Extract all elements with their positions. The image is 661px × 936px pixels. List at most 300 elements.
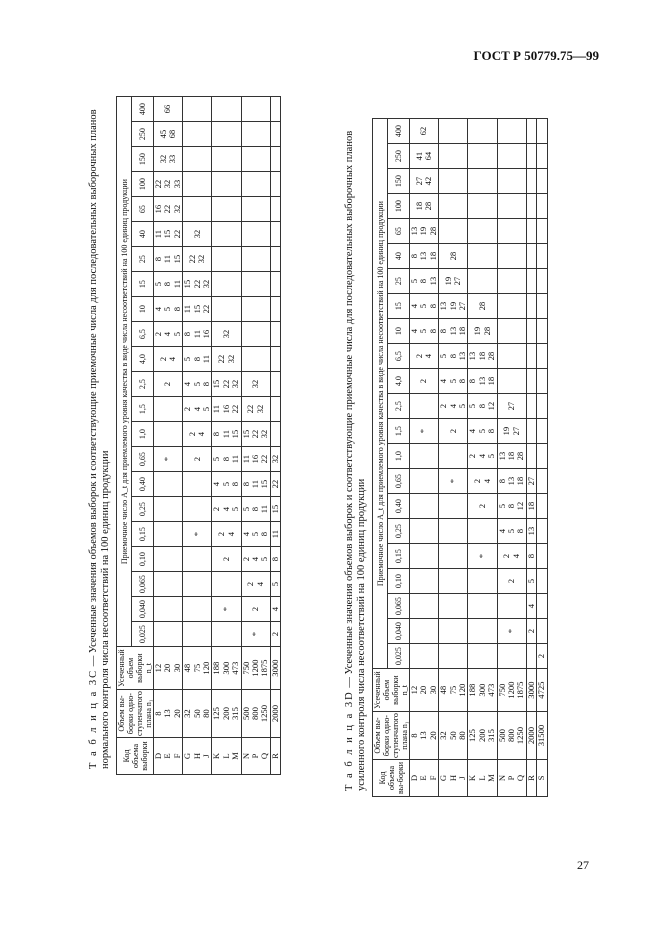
acceptance-cell: 4 5 8 (183, 372, 212, 397)
acceptance-cell (183, 547, 212, 572)
acceptance-cell: 28 (439, 244, 468, 269)
acceptance-cell (241, 97, 270, 122)
acceptance-cell (537, 494, 547, 519)
acceptance-cell (526, 144, 536, 169)
table-row (183, 97, 212, 775)
acceptance-cell: 5 8 13 (439, 344, 468, 369)
acceptance-cell: 22 32 (183, 247, 212, 272)
aql-header: 0,65 (132, 447, 154, 472)
acceptance-cell (212, 247, 241, 272)
acceptance-cell: * (183, 522, 212, 547)
acceptance-cell (537, 219, 547, 244)
aql-header: 0,40 (388, 494, 410, 519)
sample-size-cell: 8 13 20 (154, 690, 183, 738)
acceptance-cell (537, 444, 547, 469)
acceptance-cell (537, 619, 547, 644)
acceptance-cell (410, 494, 439, 519)
aql-header: 65 (132, 197, 154, 222)
acceptance-cell: 8 11 15 (212, 422, 241, 447)
table-3c-block (88, 75, 303, 775)
acceptance-cell (212, 97, 241, 122)
cum-size-cell: 3000 (526, 669, 536, 712)
acceptance-cell: 22 32 (212, 347, 241, 372)
col-header-sample-size: Объем вы-борки одно-ступенчатого плана n₁ (117, 691, 153, 736)
aql-header: 0,15 (388, 544, 410, 569)
table-row (439, 119, 468, 797)
acceptance-cell: 13 18 28 (497, 444, 526, 469)
acceptance-cell (241, 222, 270, 247)
acceptance-cell (526, 394, 536, 419)
acceptance-cell: 19 28 (468, 319, 497, 344)
acceptance-cell (497, 219, 526, 244)
cum-size-cell: 750 1200 1875 (497, 669, 526, 712)
acceptance-cell: 11 16 22 (241, 447, 270, 472)
acceptance-cell: 2 (212, 547, 241, 572)
acceptance-cell (154, 597, 183, 622)
acceptance-cell: * (241, 622, 270, 647)
acceptance-cell (497, 369, 526, 394)
code-cell: G H J (439, 760, 468, 797)
acceptance-cell (439, 444, 468, 469)
acceptance-cell: 15 (270, 497, 280, 522)
aql-header: 0,025 (132, 622, 154, 647)
code-cell: N P Q (241, 738, 270, 775)
acceptance-cell (537, 194, 547, 219)
acceptance-cell (497, 169, 526, 194)
acceptance-cell (212, 272, 241, 297)
acceptance-cell: * (497, 619, 526, 644)
aql-header: 4,0 (388, 369, 410, 394)
acceptance-cell (410, 594, 439, 619)
code-cell: G H J (183, 738, 212, 775)
aql-header: 40 (388, 244, 410, 269)
cum-size-cell: 750 1200 1875 (241, 647, 270, 690)
code-cell: S (537, 760, 547, 797)
acceptance-cell: 11 15 22 (154, 222, 183, 247)
table-row (410, 119, 439, 797)
acceptance-cell (537, 394, 547, 419)
acceptance-cell: 2 4 (154, 347, 183, 372)
aql-header: 0,15 (132, 522, 154, 547)
acceptance-cell (439, 144, 468, 169)
acceptance-cell (241, 197, 270, 222)
acceptance-cell: 5 8 11 (154, 272, 183, 297)
acceptance-cell: 13 19 28 (410, 219, 439, 244)
table-3d-label: Т а б л и ц а 3D (344, 690, 355, 791)
acceptance-cell (154, 572, 183, 597)
acceptance-cell (526, 244, 536, 269)
acceptance-cell (537, 169, 547, 194)
acceptance-cell (497, 294, 526, 319)
acceptance-cell: 2 4 5 (212, 497, 241, 522)
acceptance-cell: 5 8 12 (497, 494, 526, 519)
col-header-cum-size: Усеченный объем выборки n_t (373, 669, 410, 712)
acceptance-cell (183, 122, 212, 147)
aql-header: 1,5 (388, 419, 410, 444)
acceptance-cell: * (468, 544, 497, 569)
acceptance-cell: 8 13 18 (468, 369, 497, 394)
table-row (537, 119, 547, 797)
acceptance-cell (212, 147, 241, 172)
acceptance-cell: 5 (526, 569, 536, 594)
acceptance-cell (212, 172, 241, 197)
aql-header: 0,65 (388, 469, 410, 494)
acceptance-cell (241, 297, 270, 322)
acceptance-cell (270, 422, 280, 447)
cum-size-cell: 188 300 473 (212, 647, 241, 690)
acceptance-cell: 2 (537, 644, 547, 669)
acceptance-cell: 28 (468, 294, 497, 319)
col-header-code: Код объема выборки (117, 738, 154, 775)
aql-header: 100 (388, 194, 410, 219)
acceptance-cell (468, 594, 497, 619)
acceptance-cell (526, 369, 536, 394)
acceptance-cell: 2 (439, 419, 468, 444)
cum-size-cell: 48 75 120 (183, 647, 212, 690)
aql-header: 150 (388, 169, 410, 194)
acceptance-cell (537, 319, 547, 344)
sample-size-cell: 32 50 80 (183, 690, 212, 738)
table-row (154, 97, 183, 775)
aql-header: 0,10 (132, 547, 154, 572)
acceptance-cell: 32 (212, 322, 241, 347)
acceptance-cell (241, 347, 270, 372)
acceptance-cell (439, 644, 468, 669)
acceptance-cell (270, 397, 280, 422)
acceptance-cell (241, 247, 270, 272)
cum-size-cell: 188 300 473 (468, 669, 497, 712)
acceptance-cell: * (410, 419, 439, 444)
acceptance-cell (537, 344, 547, 369)
acceptance-cell (212, 122, 241, 147)
acceptance-cell: 2 4 (468, 469, 497, 494)
col-header-acceptance: Приемочное число A_t для приемлемого уровня качества в виде числа несоответствий на 100 единиц продукции (117, 97, 132, 647)
acceptance-cell (468, 244, 497, 269)
acceptance-cell (410, 469, 439, 494)
acceptance-cell: 2 (154, 372, 183, 397)
acceptance-cell: 4 5 8 (241, 522, 270, 547)
acceptance-cell (270, 272, 280, 297)
acceptance-cell: 5 8 12 (468, 394, 497, 419)
acceptance-cell (537, 294, 547, 319)
sample-size-cell: 32 50 80 (439, 712, 468, 760)
acceptance-cell (183, 597, 212, 622)
table-3d-block (344, 81, 584, 797)
acceptance-cell (410, 569, 439, 594)
table-3c-label: Т а б л и ц а 3С (88, 668, 99, 769)
sample-size-cell: 500 800 1250 (497, 712, 526, 760)
acceptance-cell: 22 32 33 (154, 172, 183, 197)
acceptance-cell (537, 469, 547, 494)
acceptance-cell (526, 294, 536, 319)
code-cell: K L M (468, 760, 497, 797)
acceptance-cell: 2 (526, 619, 536, 644)
acceptance-cell: 19 27 (439, 269, 468, 294)
acceptance-cell: 8 11 16 (183, 322, 212, 347)
code-cell: R (270, 738, 280, 775)
acceptance-cell (241, 272, 270, 297)
aql-header: 6,5 (132, 322, 154, 347)
aql-header: 6,5 (388, 344, 410, 369)
aql-header: 2,5 (132, 372, 154, 397)
aql-header: 2,5 (388, 394, 410, 419)
acceptance-cell (270, 347, 280, 372)
acceptance-cell: 13 18 28 (468, 344, 497, 369)
acceptance-cell: 2 4 5 (468, 444, 497, 469)
table-3c (116, 75, 281, 775)
acceptance-cell: 4 5 8 (468, 419, 497, 444)
acceptance-cell: 11 15 22 (183, 297, 212, 322)
acceptance-cell (526, 269, 536, 294)
acceptance-cell: 41 64 (410, 144, 439, 169)
acceptance-cell: 8 (270, 547, 280, 572)
acceptance-cell: 32 (270, 447, 280, 472)
sample-size-cell: 500 800 1250 (241, 690, 270, 738)
table-row (526, 119, 536, 797)
acceptance-cell (439, 219, 468, 244)
aql-header: 0,040 (132, 597, 154, 622)
code-cell: N P Q (497, 760, 526, 797)
acceptance-cell: 15 22 32 (212, 372, 241, 397)
aql-header: 250 (388, 144, 410, 169)
acceptance-cell: 27 (497, 394, 526, 419)
acceptance-cell: 15 22 32 (241, 422, 270, 447)
cum-size-cell: 3000 (270, 647, 280, 690)
acceptance-cell (183, 497, 212, 522)
aql-header: 0,065 (388, 594, 410, 619)
aql-header: 150 (132, 147, 154, 172)
cum-size-cell: 48 75 120 (439, 669, 468, 712)
table-3d-title-line2: усиленного контроля числа несоответствий на 100 единиц продукции (356, 478, 367, 791)
table-3c-title: — Усеченные значения объемов выборок и соответствующие приемочные числа для последовательных выборочных планов (88, 109, 99, 669)
acceptance-cell (410, 394, 439, 419)
acceptance-cell (468, 519, 497, 544)
acceptance-cell: 2 4 5 (183, 397, 212, 422)
acceptance-cell: * (154, 447, 183, 472)
acceptance-cell (154, 622, 183, 647)
acceptance-cell (212, 222, 241, 247)
acceptance-cell (410, 519, 439, 544)
acceptance-cell (526, 419, 536, 444)
aql-header: 1,0 (132, 422, 154, 447)
acceptance-cell (537, 119, 547, 144)
acceptance-cell: 11 16 22 (212, 397, 241, 422)
aql-header: 100 (132, 172, 154, 197)
cum-size-cell: 4725 (537, 669, 547, 712)
acceptance-cell (183, 622, 212, 647)
acceptance-cell: 2 (468, 494, 497, 519)
code-cell: R (526, 760, 536, 797)
aql-header: 400 (132, 97, 154, 122)
acceptance-cell: 13 (526, 519, 536, 544)
cum-size-cell: 12 20 30 (410, 669, 439, 712)
acceptance-cell: 8 11 15 (154, 247, 183, 272)
acceptance-cell (270, 147, 280, 172)
table-3d (372, 81, 548, 797)
acceptance-cell (526, 119, 536, 144)
table-3d-title: — Усеченные значения объемов выборок и соответствующие приемочные числа для последовательных выборочных планов (344, 130, 355, 691)
aql-header: 0,25 (132, 497, 154, 522)
acceptance-cell (497, 344, 526, 369)
acceptance-cell: 8 11 15 (241, 472, 270, 497)
acceptance-cell (537, 544, 547, 569)
aql-header: 25 (388, 269, 410, 294)
acceptance-cell (270, 247, 280, 272)
acceptance-cell (212, 572, 241, 597)
aql-header: 0,065 (132, 572, 154, 597)
aql-header: 250 (132, 122, 154, 147)
acceptance-cell: 2 4 5 (154, 322, 183, 347)
table-3d-caption (344, 81, 368, 797)
sample-size-cell: 2000 (270, 690, 280, 738)
sample-size-cell: 125 200 315 (212, 690, 241, 738)
acceptance-cell: 22 32 (241, 397, 270, 422)
acceptance-cell (241, 122, 270, 147)
acceptance-cell (183, 472, 212, 497)
table-3c-title-line2: нормального контроля числа несоответствий на 100 единиц продукции (100, 450, 111, 769)
aql-header: 0,25 (388, 519, 410, 544)
acceptance-cell: 8 13 18 (439, 319, 468, 344)
table-3c-caption (88, 75, 112, 775)
acceptance-cell (270, 122, 280, 147)
acceptance-cell (439, 494, 468, 519)
aql-header: 15 (388, 294, 410, 319)
acceptance-cell (183, 572, 212, 597)
acceptance-cell: 8 (526, 544, 536, 569)
code-cell: D E F (410, 760, 439, 797)
acceptance-cell (212, 197, 241, 222)
acceptance-cell (270, 322, 280, 347)
acceptance-cell (468, 144, 497, 169)
acceptance-cell: 18 28 (410, 194, 439, 219)
acceptance-cell: 27 (526, 469, 536, 494)
acceptance-cell (497, 269, 526, 294)
acceptance-cell (537, 594, 547, 619)
acceptance-cell (154, 422, 183, 447)
sample-size-cell: 8 13 20 (410, 712, 439, 760)
acceptance-cell (212, 622, 241, 647)
acceptance-cell: 5 (270, 572, 280, 597)
acceptance-cell (468, 119, 497, 144)
acceptance-cell: 32 33 (154, 147, 183, 172)
acceptance-cell (270, 372, 280, 397)
acceptance-cell (183, 172, 212, 197)
acceptance-cell: 5 8 11 (212, 447, 241, 472)
acceptance-cell: 2 (410, 369, 439, 394)
acceptance-cell (439, 119, 468, 144)
acceptance-cell (270, 97, 280, 122)
acceptance-cell: 27 42 (410, 169, 439, 194)
acceptance-cell: 8 13 18 (497, 469, 526, 494)
acceptance-cell (410, 444, 439, 469)
table-row (241, 97, 270, 775)
acceptance-cell: 2 (497, 569, 526, 594)
acceptance-cell: 2 (241, 597, 270, 622)
acceptance-cell (537, 569, 547, 594)
acceptance-cell (468, 644, 497, 669)
aql-header: 400 (388, 119, 410, 144)
acceptance-cell (497, 319, 526, 344)
acceptance-cell (468, 169, 497, 194)
acceptance-cell: 45 68 (154, 122, 183, 147)
col-header-acceptance: Приемочное число A_t для приемлемого уровня качества в виде числа несоответствий на 100 единиц продукции (373, 119, 388, 669)
acceptance-cell (410, 644, 439, 669)
acceptance-cell: 2 4 (183, 422, 212, 447)
acceptance-cell (270, 172, 280, 197)
acceptance-cell (526, 644, 536, 669)
acceptance-cell (526, 194, 536, 219)
acceptance-cell (526, 344, 536, 369)
acceptance-cell (270, 222, 280, 247)
acceptance-cell (154, 472, 183, 497)
acceptance-cell: * (212, 597, 241, 622)
acceptance-cell (439, 194, 468, 219)
aql-header: 25 (132, 247, 154, 272)
acceptance-cell (270, 297, 280, 322)
acceptance-cell: 4 (270, 597, 280, 622)
acceptance-cell (526, 219, 536, 244)
acceptance-cell: 15 22 32 (183, 272, 212, 297)
acceptance-cell (154, 397, 183, 422)
acceptance-cell: 18 (526, 494, 536, 519)
acceptance-cell: 5 8 11 (241, 497, 270, 522)
acceptance-cell (468, 194, 497, 219)
aql-header: 10 (132, 297, 154, 322)
aql-header: 0,10 (388, 569, 410, 594)
table-row (497, 119, 526, 797)
code-cell: D E F (154, 738, 183, 775)
acceptance-cell: 32 (183, 222, 212, 247)
acceptance-cell (154, 522, 183, 547)
aql-header: 0,040 (388, 619, 410, 644)
sample-size-cell: 125 200 315 (468, 712, 497, 760)
acceptance-cell (439, 569, 468, 594)
acceptance-cell (468, 269, 497, 294)
aql-header: 65 (388, 219, 410, 244)
acceptance-cell (497, 194, 526, 219)
acceptance-cell (410, 544, 439, 569)
code-cell: K L M (212, 738, 241, 775)
aql-header: 0,025 (388, 644, 410, 669)
acceptance-cell (526, 169, 536, 194)
acceptance-cell (154, 547, 183, 572)
acceptance-cell (537, 269, 547, 294)
acceptance-cell (270, 197, 280, 222)
acceptance-cell: 16 22 32 (154, 197, 183, 222)
acceptance-cell (241, 322, 270, 347)
acceptance-cell (439, 619, 468, 644)
page-header: ГОСТ Р 50779.75—99 (473, 48, 599, 63)
acceptance-cell: 2 4 (497, 544, 526, 569)
acceptance-cell: 4 5 8 (212, 472, 241, 497)
acceptance-cell: 4 5 8 (497, 519, 526, 544)
acceptance-cell (183, 97, 212, 122)
acceptance-cell (183, 197, 212, 222)
acceptance-cell: 4 (526, 594, 536, 619)
acceptance-cell: 4 5 8 (439, 369, 468, 394)
acceptance-cell: 2 (270, 622, 280, 647)
acceptance-cell: 4 5 8 (410, 319, 439, 344)
table-row (468, 119, 497, 797)
data-table (372, 118, 548, 797)
acceptance-cell (154, 497, 183, 522)
acceptance-cell (497, 594, 526, 619)
acceptance-cell (526, 444, 536, 469)
table-row (270, 97, 280, 775)
acceptance-cell (439, 544, 468, 569)
acceptance-cell: 4 5 8 (154, 297, 183, 322)
acceptance-cell (497, 644, 526, 669)
